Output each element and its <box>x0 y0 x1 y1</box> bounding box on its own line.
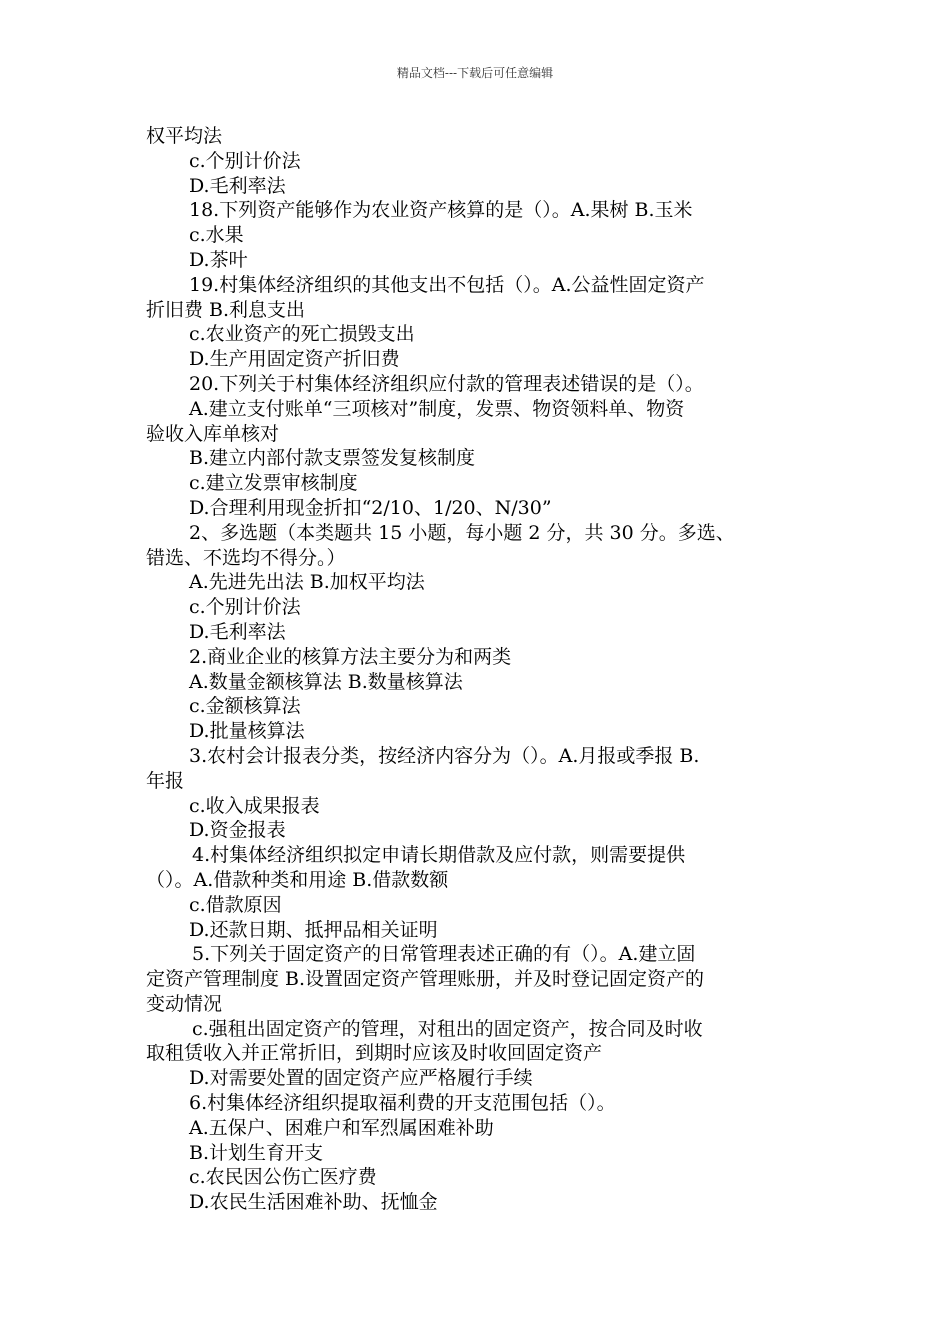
text-line: c.个别计价法 <box>189 149 301 172</box>
text-line: 20.下列关于村集体经济组织应付款的管理表述错误的是（）。 <box>189 372 704 395</box>
text-line: 2.商业企业的核算方法主要分为和两类 <box>189 645 512 668</box>
text-line: c.金额核算法 <box>189 695 301 718</box>
text-line: （）。A.借款种类和用途 B.借款数额 <box>146 868 449 891</box>
text-line: 2、多选题（本类题共 15 小题，每小题 2 分，共 30 分。多选、 <box>189 521 735 544</box>
text-line: A.五保户、困难户和军烈属困难补助 <box>189 1116 494 1139</box>
text-line: 折旧费 B.利息支出 <box>146 298 306 321</box>
text-line: 18.下列资产能够作为农业资产核算的是（）。A.果树 B.玉米 <box>189 199 693 222</box>
text-line: D.毛利率法 <box>189 620 286 643</box>
text-line: D.生产用固定资产折旧费 <box>189 348 400 371</box>
text-line: 权平均法 <box>146 125 223 147</box>
text-line: c.农业资产的死亡损毁支出 <box>189 323 415 346</box>
text-line: B.计划生育开支 <box>189 1141 324 1164</box>
text-line: A.建立支付账单“三项核对”制度，发票、物资领料单、物资 <box>189 397 685 420</box>
text-line: D.对需要处置的固定资产应严格履行手续 <box>189 1067 533 1090</box>
text-line: 6.村集体经济组织提取福利费的开支范围包括（）。 <box>189 1092 616 1115</box>
text-line: A.数量金额核算法 B.数量核算法 <box>189 670 463 693</box>
text-line: 3.农村会计报表分类，按经济内容分为（）。A.月报或季报 B. <box>189 744 700 767</box>
text-line: B.建立内部付款支票签发复核制度 <box>189 447 476 470</box>
text-line: 19.村集体经济组织的其他支出不包括（）。A.公益性固定资产 <box>189 273 705 296</box>
text-line: 取租赁收入并正常折旧，到期时应该及时收回固定资产 <box>146 1042 603 1065</box>
text-line: D.茶叶 <box>189 248 248 271</box>
text-line: c.水果 <box>189 224 244 247</box>
text-line: D.批量核算法 <box>189 720 305 743</box>
text-line: D.还款日期、抵押品相关证明 <box>189 918 438 941</box>
text-line: c.强租出固定资产的管理，对租出的固定资产，按合同及时收 <box>192 1017 703 1040</box>
text-line: c.收入成果报表 <box>189 794 320 817</box>
text-line: A.先进先出法 B.加权平均法 <box>189 571 425 594</box>
text-line: D.毛利率法 <box>189 174 286 197</box>
text-line: 5.下列关于固定资产的日常管理表述正确的有（）。A.建立固 <box>192 943 696 966</box>
text-line: 定资产管理制度 B.设置固定资产管理账册，并及时登记固定资产的 <box>146 968 705 991</box>
document-body <box>146 124 810 1215</box>
text-line: c.建立发票审核制度 <box>189 472 358 495</box>
text-line: D.农民生活困难补助、抚恤金 <box>189 1191 438 1214</box>
text-line: c.借款原因 <box>189 893 282 916</box>
text-line: 变动情况 <box>146 992 223 1015</box>
text-line: D.资金报表 <box>189 819 286 842</box>
page-header: 精品文档---下载后可任意编辑 <box>396 66 554 80</box>
text-line: 错选、不选均不得分。） <box>146 546 346 569</box>
text-line: c.农民因公伤亡医疗费 <box>189 1166 377 1189</box>
text-line: c.个别计价法 <box>189 596 301 619</box>
text-line: 4.村集体经济组织拟定申请长期借款及应付款，则需要提供 <box>192 844 686 867</box>
text-line: D.合理利用现金折扣“2/10、1/20、N/30” <box>189 496 552 519</box>
text-line: 验收入库单核对 <box>146 422 280 445</box>
text-line: 年报 <box>146 769 185 792</box>
